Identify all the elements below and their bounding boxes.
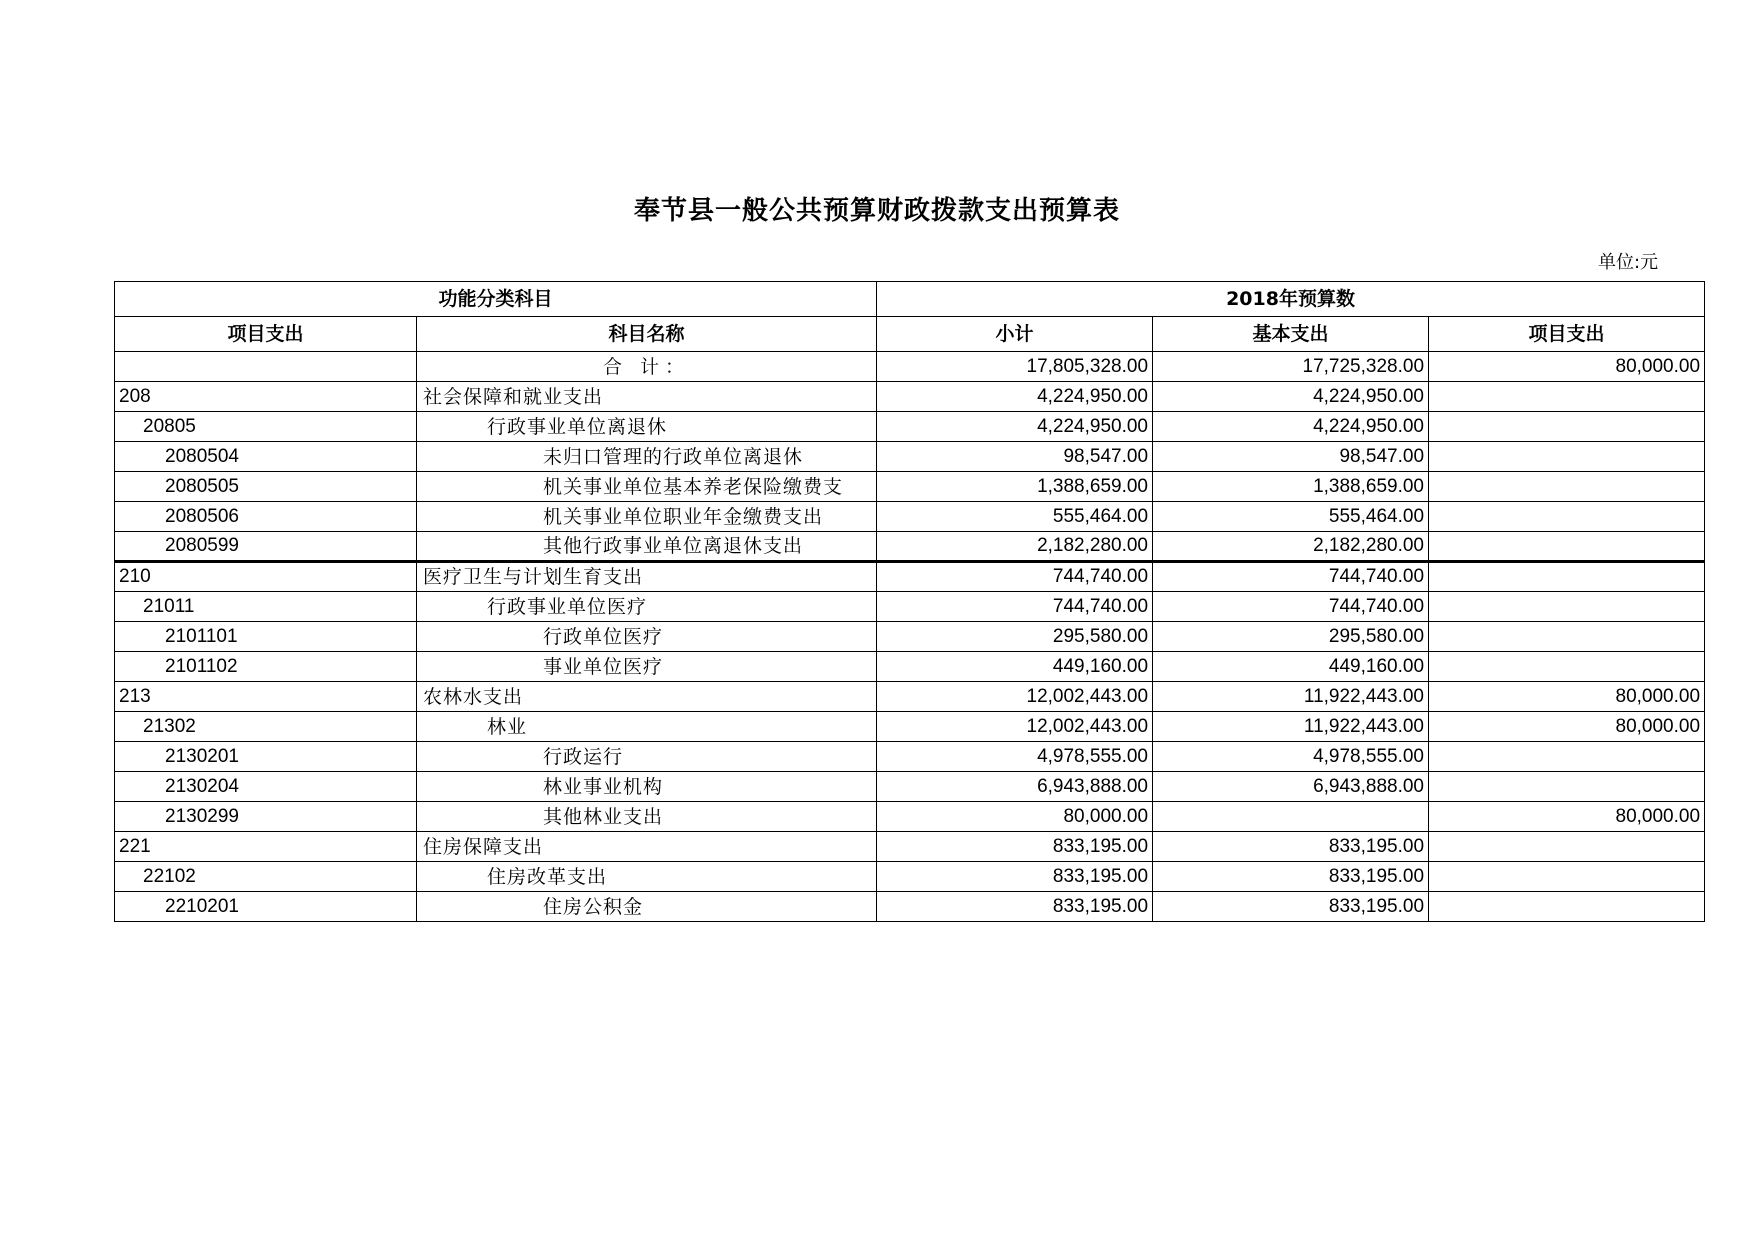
table-row — [115, 712, 1705, 742]
table-row — [115, 442, 1705, 472]
row-code: 2130204 — [115, 772, 417, 802]
row-subtotal: 2,182,280.00 — [877, 532, 1153, 562]
row-project — [1429, 592, 1705, 622]
row-code: 22102 — [115, 862, 417, 892]
row-basic: 833,195.00 — [1153, 862, 1429, 892]
row-basic: 555,464.00 — [1153, 502, 1429, 532]
row-name: 林业事业机构 — [417, 772, 877, 802]
row-basic: 17,725,328.00 — [1153, 352, 1429, 382]
row-basic: 6,943,888.00 — [1153, 772, 1429, 802]
header-col-subtotal: 小计 — [877, 317, 1153, 352]
row-project: 80,000.00 — [1429, 802, 1705, 832]
row-subtotal: 555,464.00 — [877, 502, 1153, 532]
row-project — [1429, 652, 1705, 682]
row-code: 213 — [115, 682, 417, 712]
table-header-row — [115, 317, 1705, 352]
row-subtotal: 12,002,443.00 — [877, 712, 1153, 742]
row-name: 事业单位医疗 — [417, 652, 877, 682]
row-code: 21302 — [115, 712, 417, 742]
row-subtotal: 449,160.00 — [877, 652, 1153, 682]
row-subtotal: 17,805,328.00 — [877, 352, 1153, 382]
row-basic: 2,182,280.00 — [1153, 532, 1429, 562]
row-subtotal: 12,002,443.00 — [877, 682, 1153, 712]
row-name: 其他林业支出 — [417, 802, 877, 832]
row-code — [115, 352, 417, 382]
table-row — [115, 592, 1705, 622]
table-row — [115, 502, 1705, 532]
row-code: 21011 — [115, 592, 417, 622]
row-project — [1429, 832, 1705, 862]
row-project: 80,000.00 — [1429, 712, 1705, 742]
row-subtotal: 833,195.00 — [877, 862, 1153, 892]
row-project — [1429, 472, 1705, 502]
row-basic: 11,922,443.00 — [1153, 712, 1429, 742]
table-row — [115, 472, 1705, 502]
row-code: 2210201 — [115, 892, 417, 922]
table-row — [115, 802, 1705, 832]
row-subtotal: 80,000.00 — [877, 802, 1153, 832]
row-basic: 1,388,659.00 — [1153, 472, 1429, 502]
row-code: 210 — [115, 562, 417, 592]
row-project — [1429, 772, 1705, 802]
row-code: 2130299 — [115, 802, 417, 832]
table-row — [115, 652, 1705, 682]
row-name: 林业 — [417, 712, 877, 742]
row-basic: 449,160.00 — [1153, 652, 1429, 682]
row-code: 2130201 — [115, 742, 417, 772]
row-subtotal: 744,740.00 — [877, 592, 1153, 622]
row-subtotal: 833,195.00 — [877, 832, 1153, 862]
table-row — [115, 622, 1705, 652]
row-project — [1429, 562, 1705, 592]
row-code: 208 — [115, 382, 417, 412]
row-code: 20805 — [115, 412, 417, 442]
header-function-category: 功能分类科目 — [115, 282, 877, 317]
row-basic: 4,224,950.00 — [1153, 382, 1429, 412]
row-subtotal: 6,943,888.00 — [877, 772, 1153, 802]
row-subtotal: 295,580.00 — [877, 622, 1153, 652]
row-subtotal: 4,978,555.00 — [877, 742, 1153, 772]
row-name: 住房改革支出 — [417, 862, 877, 892]
row-basic: 744,740.00 — [1153, 592, 1429, 622]
row-basic: 744,740.00 — [1153, 562, 1429, 592]
budget-table — [114, 281, 1705, 922]
row-basic: 833,195.00 — [1153, 832, 1429, 862]
unit-label: 单位:元 — [1598, 252, 1659, 273]
row-code: 2080504 — [115, 442, 417, 472]
header-col-project: 项目支出 — [1429, 317, 1705, 352]
table-row-total — [115, 352, 1705, 382]
header-col-name: 科目名称 — [417, 317, 877, 352]
row-name: 未归口管理的行政单位离退休 — [417, 442, 877, 472]
row-subtotal: 98,547.00 — [877, 442, 1153, 472]
row-name: 其他行政事业单位离退休支出 — [417, 532, 877, 562]
table-row — [115, 532, 1705, 562]
row-project — [1429, 862, 1705, 892]
row-project — [1429, 742, 1705, 772]
row-project — [1429, 622, 1705, 652]
row-basic — [1153, 802, 1429, 832]
row-project — [1429, 532, 1705, 562]
row-name: 住房公积金 — [417, 892, 877, 922]
table-row — [115, 382, 1705, 412]
header-col-basic: 基本支出 — [1153, 317, 1429, 352]
row-subtotal: 1,388,659.00 — [877, 472, 1153, 502]
table-row — [115, 832, 1705, 862]
row-project — [1429, 502, 1705, 532]
table-row — [115, 682, 1705, 712]
row-project — [1429, 892, 1705, 922]
row-code: 221 — [115, 832, 417, 862]
row-code: 2080506 — [115, 502, 417, 532]
table-row — [115, 562, 1705, 592]
row-basic: 98,547.00 — [1153, 442, 1429, 472]
row-subtotal: 4,224,950.00 — [877, 382, 1153, 412]
row-name: 社会保障和就业支出 — [417, 382, 877, 412]
row-name: 行政运行 — [417, 742, 877, 772]
header-budget-2018: 2018年预算数 — [877, 282, 1705, 317]
row-basic: 4,224,950.00 — [1153, 412, 1429, 442]
row-name: 医疗卫生与计划生育支出 — [417, 562, 877, 592]
row-code: 2080599 — [115, 532, 417, 562]
table-row — [115, 742, 1705, 772]
row-basic: 4,978,555.00 — [1153, 742, 1429, 772]
row-project: 80,000.00 — [1429, 682, 1705, 712]
row-code: 2080505 — [115, 472, 417, 502]
row-code: 2101102 — [115, 652, 417, 682]
row-name: 住房保障支出 — [417, 832, 877, 862]
row-name: 农林水支出 — [417, 682, 877, 712]
row-name: 行政单位医疗 — [417, 622, 877, 652]
row-name: 行政事业单位离退休 — [417, 412, 877, 442]
row-subtotal: 4,224,950.00 — [877, 412, 1153, 442]
row-subtotal: 744,740.00 — [877, 562, 1153, 592]
row-name: 行政事业单位医疗 — [417, 592, 877, 622]
row-basic: 11,922,443.00 — [1153, 682, 1429, 712]
row-project: 80,000.00 — [1429, 352, 1705, 382]
row-project — [1429, 412, 1705, 442]
row-subtotal: 833,195.00 — [877, 892, 1153, 922]
page-title: 奉节县一般公共预算财政拨款支出预算表 — [633, 196, 1120, 226]
table-row — [115, 412, 1705, 442]
row-name: 机关事业单位职业年金缴费支出 — [417, 502, 877, 532]
table-row — [115, 772, 1705, 802]
table-header-group-row — [115, 282, 1705, 317]
row-name: 合 计： — [417, 352, 877, 382]
row-basic: 833,195.00 — [1153, 892, 1429, 922]
table-row — [115, 892, 1705, 922]
row-code: 2101101 — [115, 622, 417, 652]
row-basic: 295,580.00 — [1153, 622, 1429, 652]
row-name: 机关事业单位基本养老保险缴费支 — [417, 472, 877, 502]
row-project — [1429, 442, 1705, 472]
header-col-code: 项目支出 — [115, 317, 417, 352]
table-row — [115, 862, 1705, 892]
row-project — [1429, 382, 1705, 412]
